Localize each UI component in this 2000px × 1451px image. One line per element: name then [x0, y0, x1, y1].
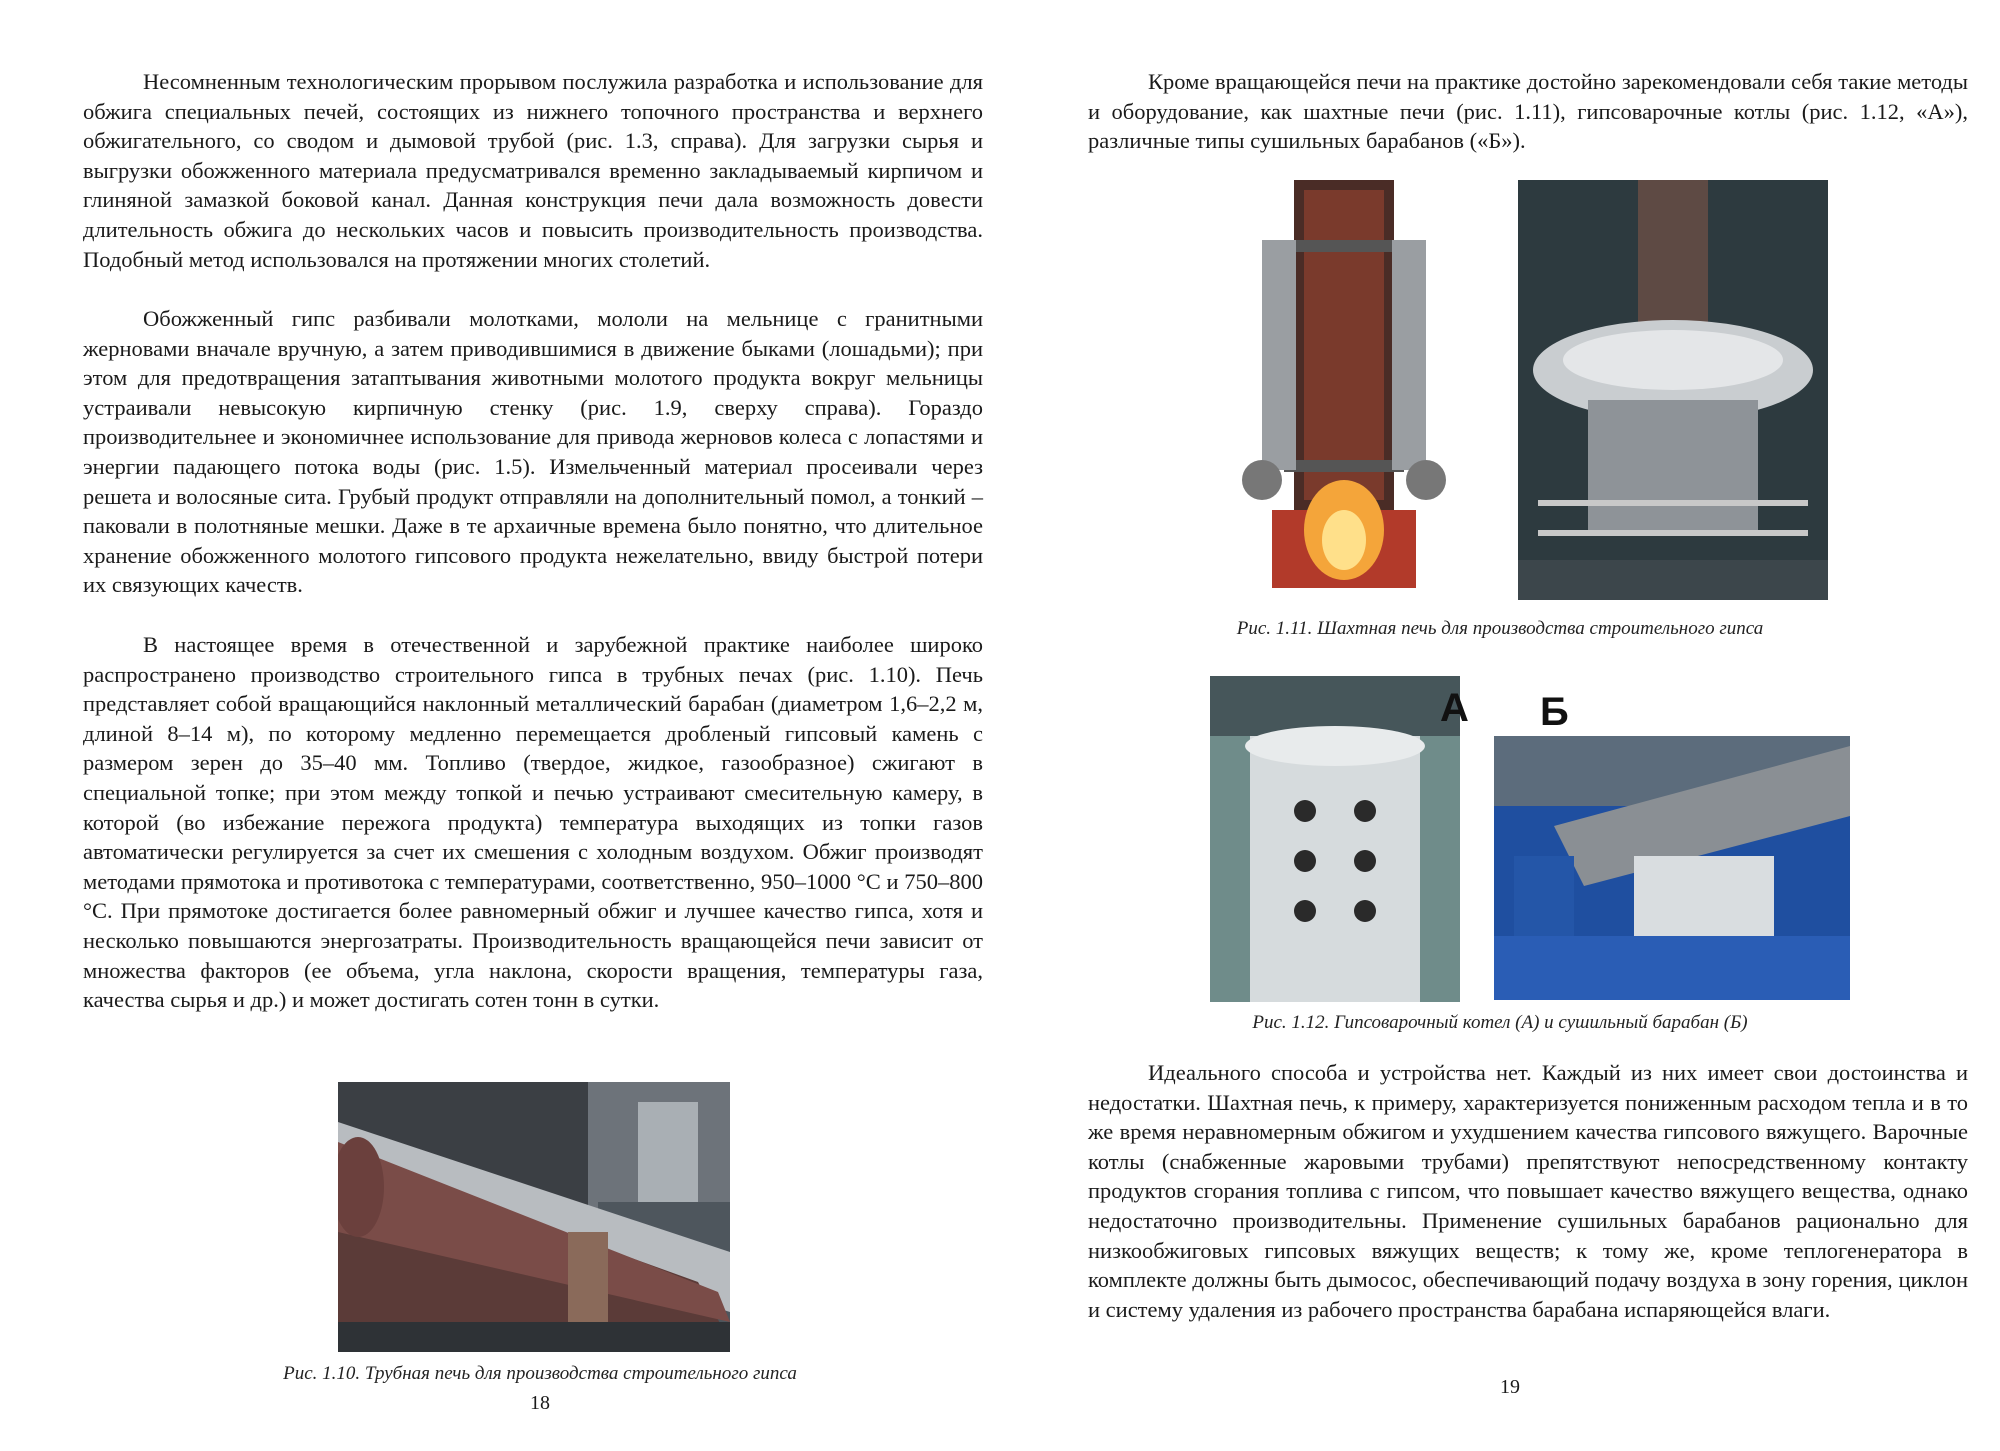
page-number-left: 18: [530, 1392, 550, 1414]
paragraph-equipment-intro: Кроме вращающейся печи на практике достойно зарекомендовали себя такие методы и оборудование, как шахтные печи (рис. 1.11), гипсоварочные котлы (рис. 1.12, «А»), различные типы сушильных барабанов («Б»).: [1088, 69, 1968, 154]
paragraph-comparison: Идеального способа и устройства нет. Каждый из них имеет свои достоинства и недостатки. Шахтная печь, к примеру, характеризуется пониженным расходом тепла и в то же время неравномерным обжигом и ухудшением качества гипсового вяжущего. Варочные котлы (снабженные жаровыми трубами) препятствуют непосредственному контакту продуктов сгорания топлива с гипсом, что повышает качество вяжущего вещества, однако недостаточно производительны. Применение сушильных барабанов рационально для низкообжиговых гипсовых вяжущих веществ; к тому же, кроме теплогенератора в комплекте должны быть дымосос, обеспечивающий подачу воздуха в зону горения, циклон и систему удаления из рабочего пространства барабана испаряющейся влаги.: [1088, 1060, 1968, 1322]
figure-caption-1-10: Рис. 1.10. Трубная печь для производства строительного гипса: [283, 1363, 797, 1384]
figure-label-a: А: [1440, 686, 1469, 730]
page-number-right: 19: [1500, 1376, 1520, 1398]
drying-drum-photo: [1494, 736, 1850, 1000]
shaft-kiln-diagram: [1232, 180, 1456, 588]
paragraph-kiln-history: Несомненным технологическим прорывом послужила разработка и использование для обжига специальных печей, состоящих из нижнего топочного пространства и верхнего обжигательного, со сводом и дымовой трубой (рис. 1.3, справа). Для загрузки сырья и выгрузки обожженного материала предусматривался временно закладываемый кирпичом и глиняной замазкой боковой канал. Данная конструкция печи дала возможность довести длительность обжига до нескольких часов и повысить производительность производства. Подобный метод использовался на протяжении многих столетий.: [83, 69, 983, 272]
shaft-kiln-photo: [1518, 180, 1828, 600]
paragraph-grinding: Обожженный гипс разбивали молотками, мололи на мельнице с гранитными жерновами вначале вручную, а затем приводившимися в движение быками (лошадьми); при этом для предотвращения затаптывания животными молотого продукта вокруг мельницы устраивали невысокую кирпичную стенку (рис. 1.9, сверху справа). Гораздо производительнее и экономичнее использование для привода жерновов колеса с лопастями и энергии падающего потока воды (рис. 1.5). Измельченный материал просеивали через решета и волосяные сита. Грубый продукт отправляли на дополнительный помол, а тонкий – паковали в полотняные мешки. Даже в те архаичные времена было понятно, что длительное хранение обожженного молотого гипсового продукта нежелательно, ввиду быстрой потери их связующих качеств.: [83, 306, 983, 598]
gypsum-kettle-photo: [1210, 676, 1460, 1002]
figure-caption-1-11: Рис. 1.11. Шахтная печь для производства строительного гипса: [1236, 618, 1764, 639]
right-page: [1000, 0, 2000, 1451]
paragraph-rotary-kiln: В настоящее время в отечественной и зарубежной практике наиболее широко распространено производство строительного гипса в трубных печах (рис. 1.10). Печь представляет собой вращающийся наклонный металлический барабан (диаметром 1,6–2,2 м, длиной 8–14 м), по которому медленно перемещается дробленый гипсовый камень с размером зерен до 35–40 мм. Топливо (твердое, жидкое, газообразное) сжигают в специальной топке; при этом между топкой и печью устраивают смесительную камеру, в которой (во избежание пережога продукта) температура выходящих из топки газов автоматически регулируется за счет их смешения с холодным воздухом. Обжиг производят методами прямотока и противотока с температурами, соответственно, 950–1000 °С и 750–800 °С. При прямотоке достигается более равномерный обжиг и лучшее качество гипса, хотя и несколько повышаются энергозатраты. Производительность вращающейся печи зависит от множества факторов (ее объема, угла наклона, скорости вращения, температуры газа, качества сырья и др.) и может достигать сотен тонн в сутки.: [83, 632, 983, 1013]
figure-caption-1-12: Рис. 1.12. Гипсоварочный котел (А) и сушильный барабан (Б): [1252, 1012, 1748, 1033]
figure-label-b: Б: [1540, 690, 1569, 734]
rotary-kiln-photo: [338, 1082, 730, 1352]
